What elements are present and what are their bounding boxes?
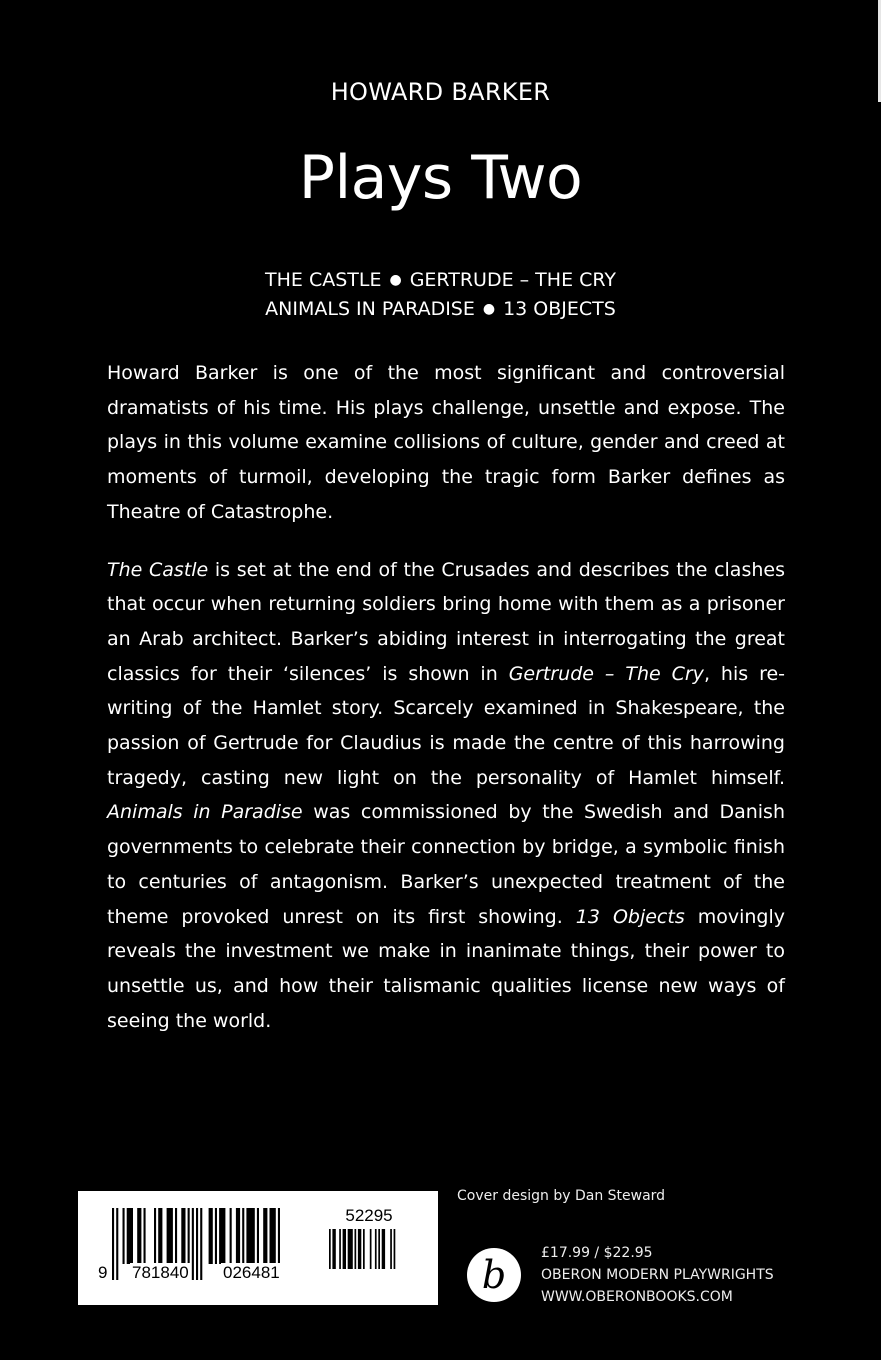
barcode-bar bbox=[332, 1229, 335, 1269]
play-title-italic: Gertrude – The Cry bbox=[508, 662, 704, 685]
barcode-bar bbox=[196, 1208, 198, 1280]
play-title-italic: Animals in Paradise bbox=[107, 801, 303, 824]
isbn-barcode bbox=[78, 1191, 438, 1305]
cover-credit: Cover design by Dan Steward bbox=[457, 1188, 666, 1204]
logo-letter: b bbox=[481, 1253, 507, 1297]
play-title-italic: The Castle bbox=[107, 558, 209, 581]
barcode-bar bbox=[112, 1208, 114, 1280]
play-title: ANIMALS IN PARADISE bbox=[265, 298, 475, 320]
barcode-bar bbox=[363, 1229, 365, 1269]
barcode-bar bbox=[390, 1229, 392, 1269]
oberon-logo-icon bbox=[463, 1244, 525, 1306]
price: £17.99 / $22.95 bbox=[541, 1245, 653, 1261]
barcode-bar bbox=[181, 1208, 185, 1264]
barcode-bar bbox=[175, 1208, 177, 1264]
barcode-bar bbox=[188, 1208, 190, 1264]
plays-list bbox=[0, 266, 881, 324]
barcode-bar bbox=[215, 1208, 217, 1264]
barcode-lead-digit: 9 bbox=[98, 1263, 108, 1282]
blurb-text: , his re-writing of the Hamlet story. Scarcely examined in Shakespeare, the passion of Gertrude for Claudius is made the centre of this harrowing tragedy, casting new light on the personality of Hamlet himself. bbox=[107, 662, 786, 789]
blurb-text: is set at the end of the Crusades and describes the clashes that occur when returning soldiers bring home with them as a prisoner an Arab architect. Barker’s abiding interest in interrogating the great classics for their ‘silences’ is shown in bbox=[107, 558, 785, 685]
play-title: 13 OBJECTS bbox=[503, 298, 616, 320]
barcode-bar bbox=[137, 1208, 141, 1264]
author-name: HOWARD BARKER bbox=[330, 78, 551, 106]
barcode-bar bbox=[219, 1208, 225, 1264]
barcode-addon-bars bbox=[329, 1229, 409, 1271]
blurb-paragraph-1: Howard Barker is one of the most significant and controversial dramatists of his time. His plays challenge, unsettle and expose. The plays in this volume examine collisions of culture, gender and creed at moments of turmoil, developing the tragic form Barker defines as Theatre of Catastrophe. bbox=[107, 362, 785, 523]
barcode-bar bbox=[375, 1229, 377, 1269]
barcode-bar bbox=[355, 1229, 357, 1269]
blurb-text: was commissioned by the Swedish and Danish governments to celebrate their connection by bridge, a symbolic finish to centuries of antagonism. Barker’s unexpected treatment of the theme provoked unrest on its first showing. bbox=[107, 801, 785, 928]
barcode-bar bbox=[116, 1208, 118, 1280]
barcode-bar bbox=[200, 1208, 202, 1280]
barcode-bar bbox=[329, 1229, 331, 1269]
barcode-bar bbox=[236, 1208, 240, 1264]
book-title: Plays Two bbox=[298, 143, 583, 213]
barcode-bar bbox=[378, 1229, 380, 1269]
barcode-bar bbox=[230, 1208, 232, 1264]
barcode-bar bbox=[144, 1208, 146, 1264]
plays-line-2 bbox=[0, 295, 881, 324]
blurb-paragraph-2 bbox=[107, 553, 785, 1039]
barcode-bar bbox=[343, 1229, 346, 1269]
publisher-info bbox=[541, 1242, 774, 1308]
series-name: OBERON MODERN PLAYWRIGHTS bbox=[541, 1267, 774, 1283]
bullet-icon: ● bbox=[482, 301, 496, 317]
barcode-bar bbox=[339, 1229, 341, 1269]
barcode-bar bbox=[257, 1208, 259, 1264]
barcode-bar bbox=[192, 1208, 194, 1280]
barcode-bar bbox=[348, 1229, 353, 1269]
barcode-group-1: 781840 bbox=[132, 1263, 189, 1282]
barcode-bar bbox=[127, 1208, 133, 1264]
publisher-website[interactable]: WWW.OBERONBOOKS.COM bbox=[541, 1289, 733, 1305]
barcode-bar bbox=[358, 1229, 361, 1269]
barcode-bar bbox=[370, 1229, 372, 1269]
blurb-text: movingly reveals the investment we make in inanimate things, their power to unsettle us, and how their talismanic qualities license new ways of seeing the world. bbox=[107, 905, 786, 1032]
barcode-bar bbox=[209, 1208, 213, 1264]
barcode-addon-number: 52295 bbox=[345, 1206, 393, 1225]
barcode-bar bbox=[263, 1208, 267, 1264]
plays-line-1 bbox=[0, 266, 881, 295]
bullet-icon: ● bbox=[389, 272, 402, 288]
barcode-bar bbox=[382, 1229, 385, 1269]
play-title-italic: 13 Objects bbox=[575, 905, 685, 928]
play-title: THE CASTLE bbox=[265, 269, 382, 291]
barcode-bar bbox=[154, 1208, 156, 1264]
play-title: GERTRUDE – THE CRY bbox=[409, 269, 616, 291]
blurb bbox=[107, 356, 785, 1038]
barcode-bar bbox=[123, 1208, 125, 1264]
barcode-group-2: 026481 bbox=[223, 1263, 280, 1282]
barcode-bar bbox=[242, 1208, 244, 1264]
barcode-bar bbox=[246, 1208, 254, 1264]
barcode-bar bbox=[158, 1208, 162, 1264]
barcode-bar bbox=[167, 1208, 173, 1264]
barcode-bar bbox=[394, 1229, 396, 1269]
